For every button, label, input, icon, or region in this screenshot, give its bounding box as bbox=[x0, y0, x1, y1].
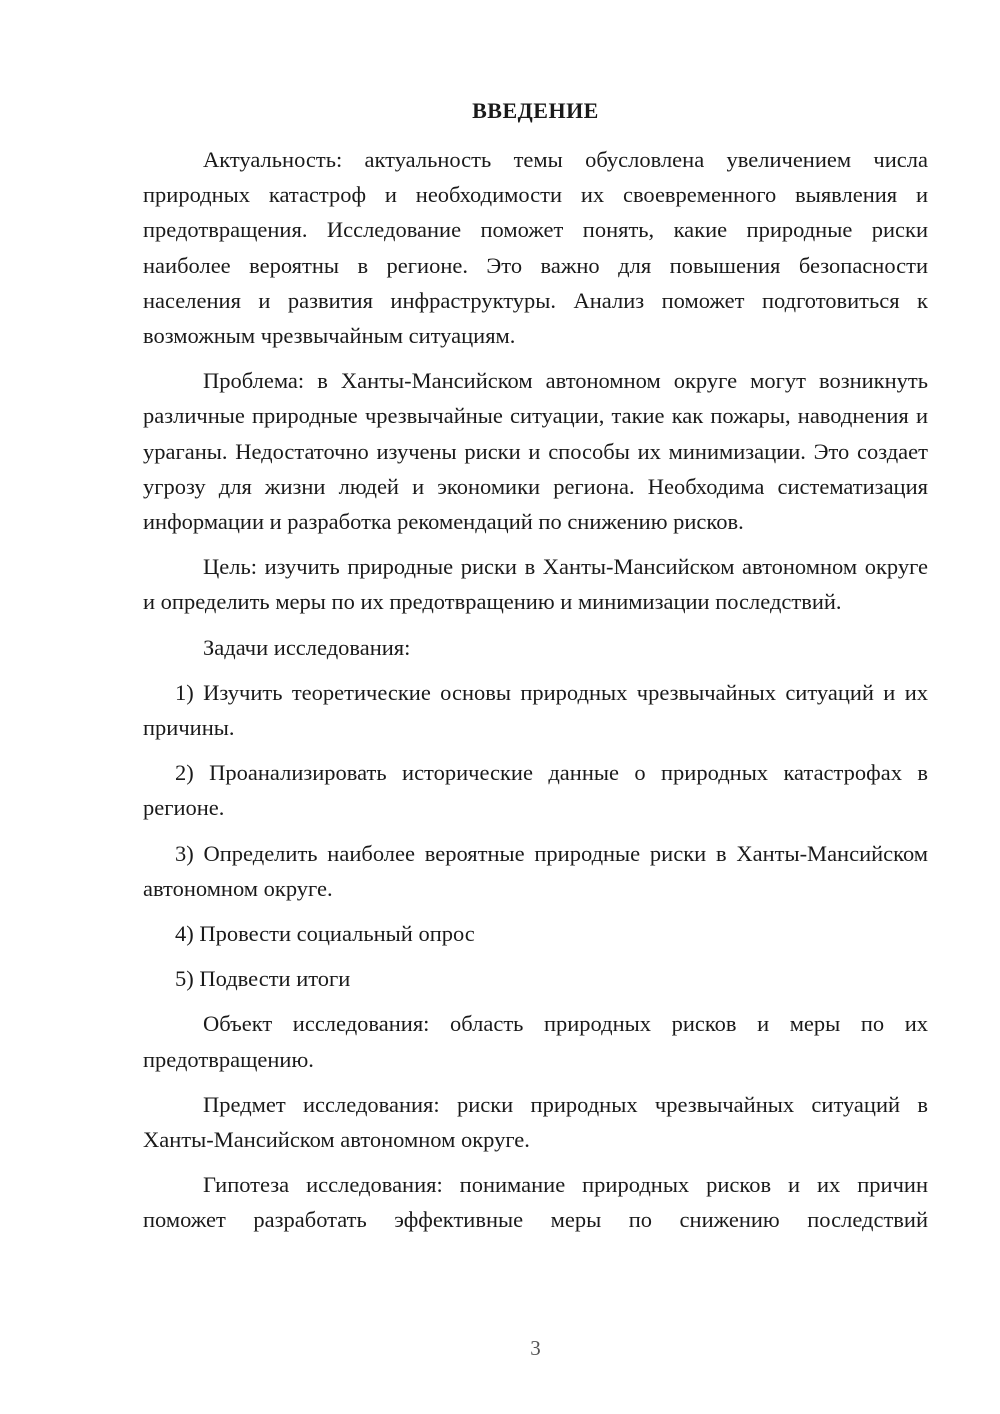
task-item-3: 3) Определить наиболее вероятные природные риски в Ханты-Мансийском автономном округе. bbox=[143, 840, 928, 901]
hypothesis-paragraph: Гипотеза исследования: понимание природных рисков и их причин поможет разработать эффективные меры по снижению последствий bbox=[143, 1172, 928, 1233]
tasks-title: Задачи исследования: bbox=[203, 634, 411, 660]
task-item-1: 1) Изучить теоретические основы природных чрезвычайных ситуаций и их причины. bbox=[143, 679, 928, 741]
page-number: 3 bbox=[530, 1336, 541, 1360]
task-item-4: 4) Провести социальный опрос bbox=[175, 921, 475, 947]
task-item-2: 2) Проанализировать исторические данные о природных катастрофах в регионе. bbox=[143, 760, 928, 821]
relevance-paragraph: Актуальность: актуальность темы обусловлена увеличением числа природных катастроф и необходимости их своевременного выявления и предотвращения. Исследование поможет понять, какие природные риски наиболее вероятны в регионе. Это важно для повышения безопасности населения и развития инфраструктуры. Анализ поможет подготовиться к возможным чрезвычайным ситуациям. bbox=[143, 147, 928, 349]
problem-paragraph: Проблема: в Ханты-Мансийском автономном округе могут возникнуть различные природные чрезвычайные ситуации, такие как пожары, наводнения и ураганы. Недостаточно изучены риски и способы их минимизации. Это создает угрозу для жизни людей и экономики региона. Необходима систематизация информации и разработка рекомендаций по снижению рисков. bbox=[143, 368, 928, 535]
document-body bbox=[143, 142, 928, 1248]
document-page bbox=[143, 0, 928, 1414]
object-paragraph: Объект исследования: область природных рисков и меры по их предотвращению. bbox=[143, 1011, 928, 1072]
task-item-5: 5) Подвести итоги bbox=[175, 966, 351, 992]
goal-paragraph: Цель: изучить природные риски в Ханты-Мансийском автономном округе и определить меры по их предотвращению и минимизации последствий. bbox=[143, 554, 928, 615]
section-heading: ВВЕДЕНИЕ bbox=[472, 98, 599, 123]
subject-paragraph: Предмет исследования: риски природных чрезвычайных ситуаций в Ханты-Мансийском автономном округе. bbox=[143, 1091, 928, 1153]
